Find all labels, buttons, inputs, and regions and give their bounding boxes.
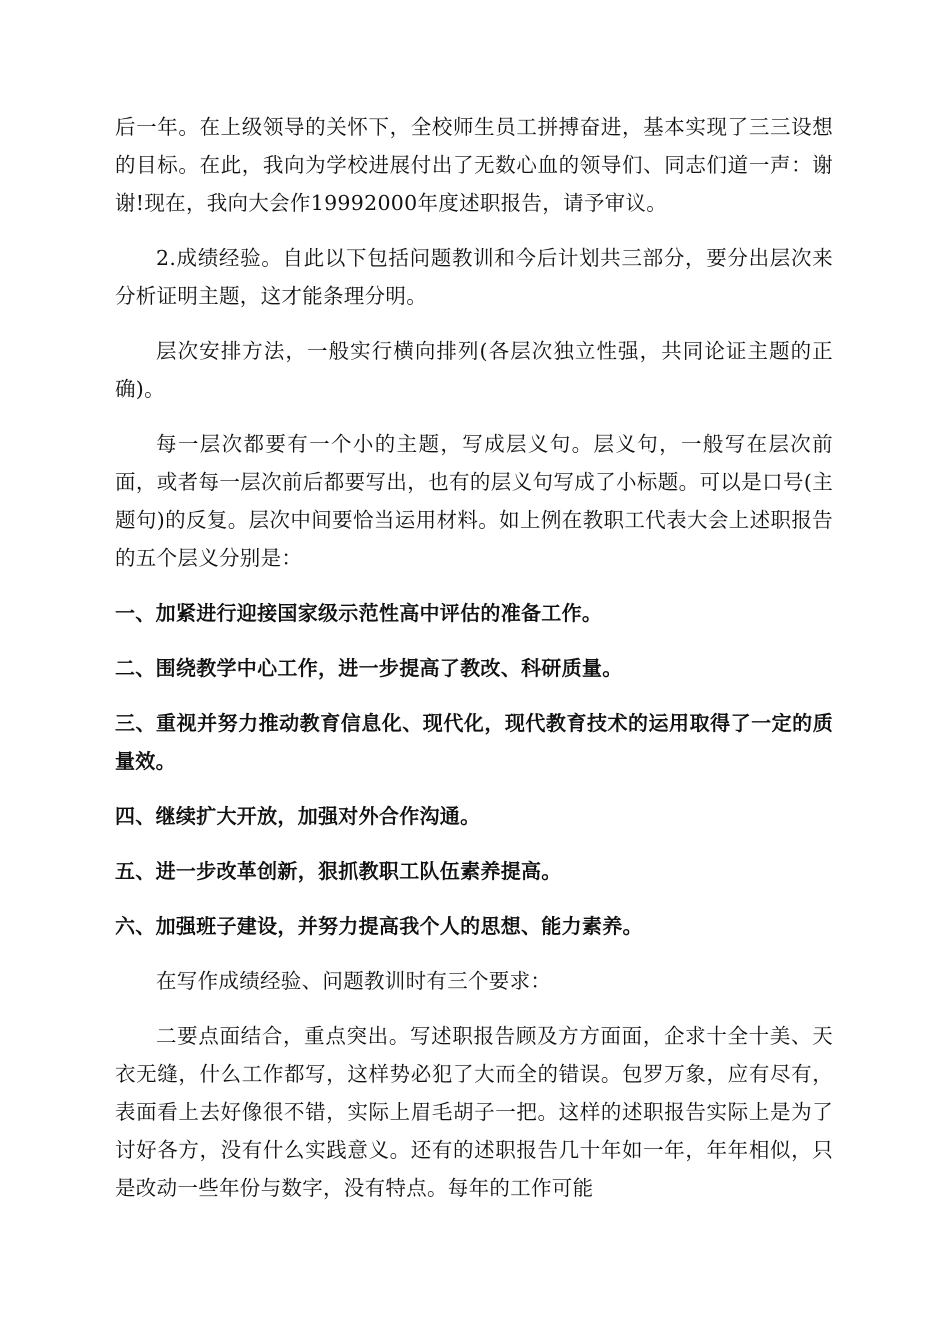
- paragraph-layer-method: 层次安排方法，一般实行横向排列(各层次独立性强，共同论证主题的正确)。: [115, 339, 833, 401]
- heading-item-5: 五、进一步改革创新，狠抓教职工队伍素养提高。: [115, 859, 562, 883]
- paragraph-point-and-surface: 二要点面结合，重点突出。写述职报告顾及方方面面，企求十全十美、天衣无缝，什么工作都写，这样势必犯了大而全的错误。包罗万象，应有尽有，表面看上去好像很不错，实际上眉毛胡子一把。这样的述职报告实际上是为了讨好各方，没有什么实践意义。还有的述职报告几十年如一年，年年相似，只是改动一些年份与数字，没有特点。每年的工作可能: [115, 1024, 833, 1200]
- paragraph-requirements: 在写作成绩经验、问题教训时有三个要求：: [156, 969, 552, 993]
- document-page: [115, 108, 833, 1224]
- heading-item-2: 二、围绕教学中心工作，进一步提高了教改、科研质量。: [115, 656, 623, 680]
- heading-item-1: 一、加紧进行迎接国家级示范性高中评估的准备工作。: [115, 601, 603, 625]
- heading-item-3: 三、重视并努力推动教育信息化、现代化，现代教育技术的运用取得了一定的质量效。: [115, 711, 833, 773]
- heading-item-4: 四、继续扩大开放，加强对外合作沟通。: [115, 804, 481, 828]
- paragraph-intro-continuation: 后一年。在上级领导的关怀下，全校师生员工拼搏奋进，基本实现了三三设想的目标。在此，我向为学校进展付出了无数心血的领导们、同志们道一声：谢谢!现在，我向大会作19992000年度述职报告，请予审议。: [115, 115, 833, 215]
- paragraph-achievements: 2.成绩经验。自此以下包括问题教训和今后计划共三部分，要分出层次来分析证明主题，这才能条理分明。: [115, 246, 833, 308]
- paragraph-layer-topic: 每一层次都要有一个小的主题，写成层义句。层义句，一般写在层次前面，或者每一层次前后都要写出，也有的层义句写成了小标题。可以是口号(主题句)的反复。层次中间要恰当运用材料。如上例在教职工代表大会上述职报告的五个层义分别是：: [115, 432, 833, 570]
- heading-item-6: 六、加强班子建设，并努力提高我个人的思想、能力素养。: [115, 914, 643, 938]
